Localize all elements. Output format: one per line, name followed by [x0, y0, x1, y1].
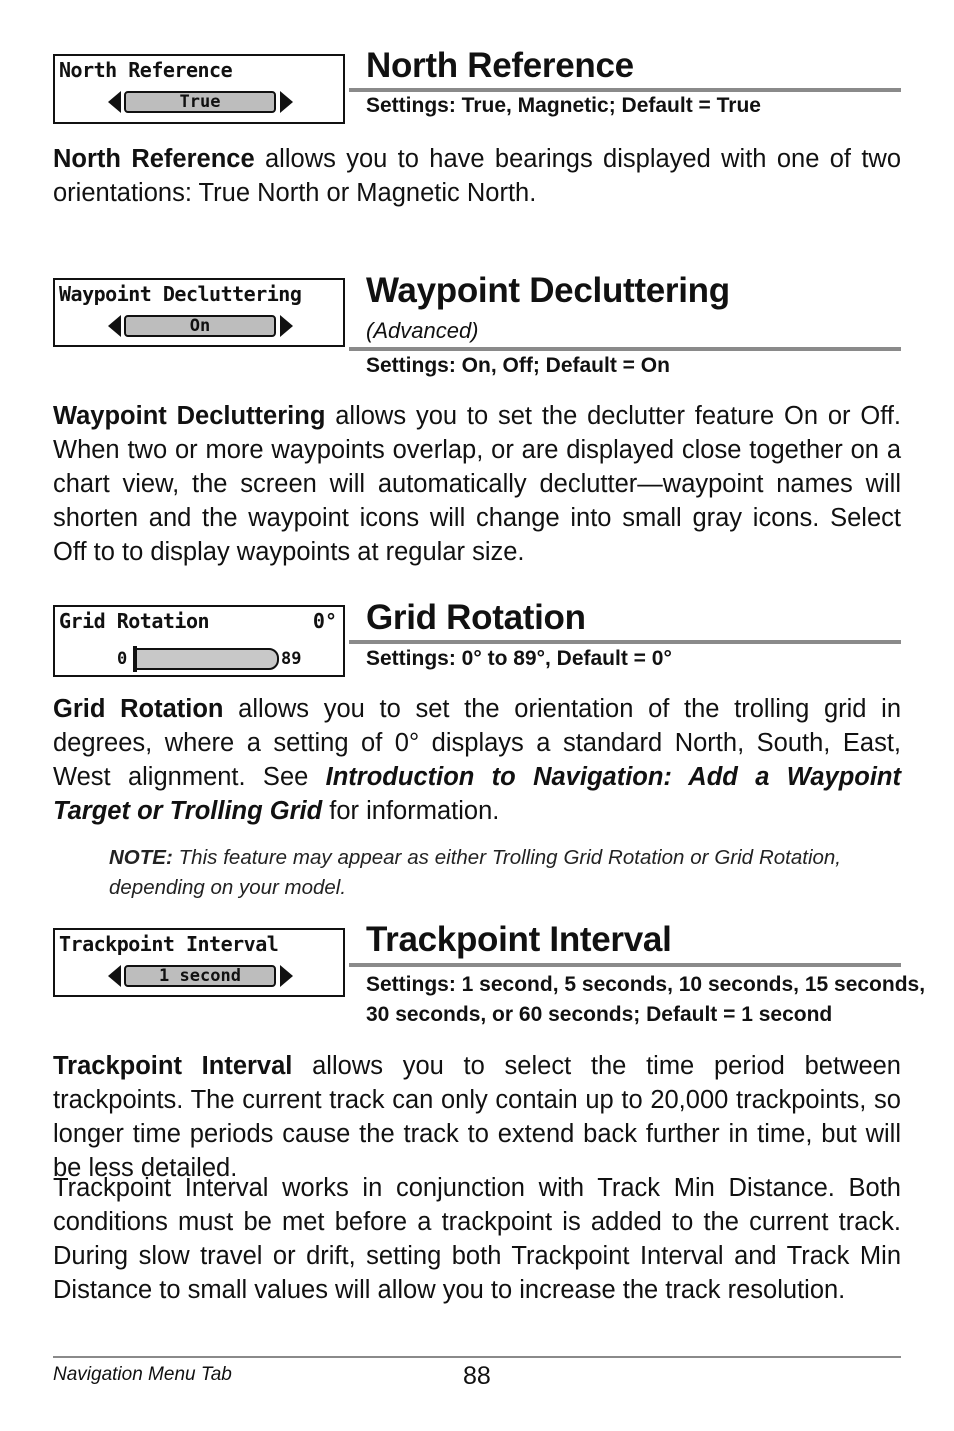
grid-rotation-description: [53, 692, 901, 828]
north-reference-menu-box[interactable]: [53, 54, 345, 124]
north-reference-term: North Reference: [53, 145, 255, 173]
trackpoint-interval-term: Trackpoint Interval: [53, 1052, 293, 1080]
page-number: 88: [463, 1362, 491, 1390]
trackpoint-interval-value: 1 second: [124, 965, 276, 987]
trackpoint-interval-description: [53, 1049, 901, 1185]
waypoint-decluttering-value: On: [124, 315, 276, 337]
arrow-right-icon[interactable]: [280, 91, 293, 113]
north-reference-value: True: [124, 91, 276, 113]
grid-rotation-current-value: 0°: [312, 609, 337, 633]
note-label: NOTE:: [109, 846, 173, 869]
north-reference-menu-title: North Reference: [59, 58, 233, 82]
trackpoint-interval-text: allows you to select the time period between trackpoints. The current track can only contain up to 20,000 trackpoints, so longer time periods cause the track to extend back further in time, but will be less detailed.: [53, 1052, 901, 1182]
footer-rule: [53, 1356, 901, 1358]
grid-rotation-term: Grid Rotation: [53, 695, 224, 723]
advanced-label: (Advanced): [366, 318, 479, 343]
grid-rotation-text: allows you to set the orientation of the trolling grid in degrees, where a setting of 0° displays a standard North, South, East, West alignment. See: [53, 695, 901, 791]
grid-rotation-note: [109, 843, 841, 903]
trackpoint-interval-heading: Trackpoint Interval: [366, 920, 672, 959]
heading-rule: [349, 640, 901, 644]
trackpoint-interval-menu-box[interactable]: [53, 928, 345, 997]
waypoint-decluttering-term: Waypoint Decluttering: [53, 402, 326, 430]
waypoint-decluttering-settings: Settings: On, Off; Default = On: [366, 354, 670, 377]
arrow-left-icon[interactable]: [108, 315, 121, 337]
heading-rule: [349, 963, 901, 967]
arrow-left-icon[interactable]: [108, 965, 121, 987]
trackpoint-interval-menu-title: Trackpoint Interval: [59, 932, 279, 956]
arrow-right-icon[interactable]: [280, 965, 293, 987]
north-reference-settings: Settings: True, Magnetic; Default = True: [366, 94, 761, 117]
heading-rule: [349, 347, 901, 351]
cross-reference-link[interactable]: Introduction to Navigation: Add a Waypoint Target or Trolling Grid: [53, 763, 901, 825]
grid-rotation-menu-box[interactable]: [53, 605, 345, 677]
waypoint-decluttering-text: allows you to set the declutter feature On or Off. When two or more waypoints overlap, or are displayed close together on a chart view, the screen will automatically declutter—waypoint names will shorten and the waypoint icons will change into small gray icons. Select Off to to display waypoints at regular size.: [53, 402, 901, 566]
waypoint-decluttering-menu-title: Waypoint Decluttering: [59, 282, 302, 306]
waypoint-decluttering-menu-box[interactable]: [53, 278, 345, 347]
north-reference-description: [53, 142, 901, 210]
slider-max-label: 89: [281, 649, 302, 669]
note-text: This feature may appear as either Trolling Grid Rotation or Grid Rotation, depending on your model.: [109, 846, 841, 899]
waypoint-decluttering-heading: Waypoint Decluttering: [366, 271, 730, 310]
arrow-right-icon[interactable]: [280, 315, 293, 337]
trackpoint-interval-description-2: Trackpoint Interval works in conjunction with Track Min Distance. Both conditions must be met before a trackpoint is added to the current track. During slow travel or drift, setting both Trackpoint Interval and Track Min Distance to small values will allow you to increase the track resolution.: [53, 1174, 901, 1304]
grid-rotation-text-end: for information.: [322, 797, 500, 825]
heading-rule: [349, 88, 901, 92]
trackpoint-interval-settings-line1: Settings: 1 second, 5 seconds, 10 seconds, 15 seconds,: [366, 973, 926, 996]
north-reference-heading: North Reference: [366, 46, 634, 85]
trackpoint-interval-settings-line2: 30 seconds, or 60 seconds; Default = 1 second: [366, 1003, 833, 1026]
slider-min-label: 0: [117, 649, 128, 669]
grid-rotation-settings: Settings: 0° to 89°, Default = 0°: [366, 647, 672, 670]
waypoint-decluttering-description: [53, 399, 901, 569]
grid-rotation-heading: Grid Rotation: [366, 598, 586, 637]
footer-section-name: Navigation Menu Tab: [53, 1364, 232, 1385]
arrow-left-icon[interactable]: [108, 91, 121, 113]
grid-rotation-menu-title: Grid Rotation: [59, 609, 210, 633]
slider-handle[interactable]: [133, 646, 137, 672]
north-reference-text: allows you to have bearings displayed with one of two orientations: True North or Magnetic North.: [53, 145, 902, 207]
grid-rotation-slider[interactable]: [133, 648, 279, 670]
